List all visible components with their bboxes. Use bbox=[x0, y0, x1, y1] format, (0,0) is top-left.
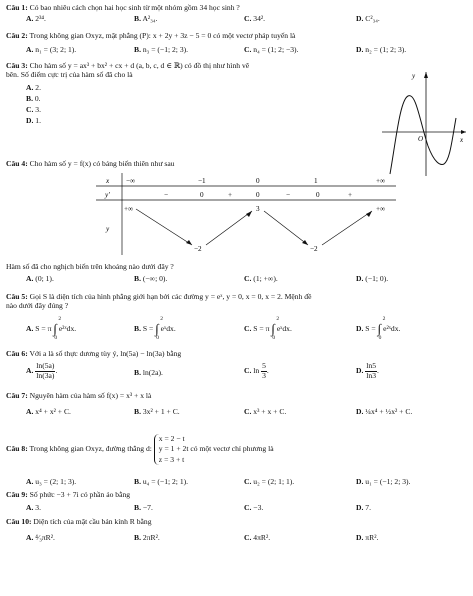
integrand: eˣdx. bbox=[160, 324, 176, 334]
option-text: ln(2a). bbox=[142, 368, 163, 377]
x-value: 1 bbox=[314, 177, 318, 185]
option-a: A. n₁ = (3; 2; 1). bbox=[26, 45, 77, 54]
y-row-label: y bbox=[106, 225, 110, 233]
option-c: C. 3. bbox=[26, 105, 41, 114]
numerator: ln(5a) bbox=[36, 361, 55, 370]
option-a: A. (0; 1). bbox=[26, 274, 54, 283]
question-text: Câu 6: Với a là số thực dương tùy ý, ln(5a) − ln(3a) bằng bbox=[6, 349, 182, 358]
lower-limit: 0 bbox=[378, 334, 382, 341]
option-a bbox=[26, 316, 77, 341]
option-c: C. x³ + x + C. bbox=[244, 407, 287, 416]
integral-sign: ∫ 2 0 bbox=[53, 316, 62, 341]
option-d: D. n₂ = (1; 2; 3). bbox=[356, 45, 407, 54]
lower-limit: 0 bbox=[272, 334, 276, 341]
option-c: C. 4πR². bbox=[244, 533, 271, 542]
question-text-line1: Câu 3: Cho hàm số y = ax³ + bx² + cx + d (a, b, c, d ∈ ℝ) có đồ thị như hình vẽ bbox=[6, 61, 250, 70]
option-prefix: S = π bbox=[253, 324, 270, 334]
sign: 0 bbox=[316, 191, 320, 199]
option-d: D. C²₃₄. bbox=[356, 14, 380, 23]
option-a: A. $\frac{\ln(5a)}{\ln(3a)}$ . bbox=[26, 361, 58, 380]
sign: + bbox=[348, 191, 353, 199]
question-text-line2: nào dưới đây đúng ? bbox=[6, 300, 69, 310]
upper-limit: 2 bbox=[58, 316, 62, 322]
y-axis-label: y bbox=[412, 72, 416, 80]
option-d bbox=[356, 316, 401, 341]
option-a: A. u₃ = (2; 1; 3). bbox=[26, 477, 77, 486]
question-2 bbox=[6, 32, 467, 41]
denominator: ln3 bbox=[366, 370, 377, 380]
question-text: Câu 7: Nguyên hàm của hàm số f(x) = x³ + x là bbox=[6, 391, 152, 400]
option-c: C. −3. bbox=[244, 503, 264, 512]
equation-y: y = 1 + 2t bbox=[158, 444, 189, 454]
x-value: −1 bbox=[198, 177, 206, 185]
question-10 bbox=[6, 518, 467, 527]
option-label: C. bbox=[244, 365, 252, 375]
option-b: B. n₃ = (−1; 2; 3). bbox=[134, 45, 189, 54]
question-text-end: có một vectơ chỉ phương là bbox=[190, 444, 274, 454]
option-c bbox=[244, 316, 292, 341]
question-text: Câu 4: Cho hàm số y = f(x) có bảng biến thiên như sau bbox=[6, 159, 175, 168]
line-system bbox=[154, 434, 189, 465]
equation-x: x = 2 − t bbox=[158, 434, 185, 443]
option-d: D. u₁ = (−1; 2; 3). bbox=[356, 477, 411, 486]
y-value: −2 bbox=[194, 245, 202, 253]
equation-z: z = 3 + t bbox=[158, 454, 185, 464]
integral-sign: ∫ 2 0 bbox=[377, 316, 386, 341]
option-label: C. bbox=[244, 324, 252, 334]
option-b: B. u₄ = (−1; 2; 1). bbox=[134, 477, 189, 486]
option-b: B. 3x² + 1 + C. bbox=[134, 407, 180, 416]
option-b: B. 0. bbox=[26, 94, 41, 103]
fraction bbox=[365, 362, 377, 380]
question-8 bbox=[6, 434, 467, 465]
option-a: A. x⁴ + x² + C. bbox=[26, 407, 71, 416]
question-text-line2: bên. Số điểm cực trị của hàm số đã cho là bbox=[6, 69, 133, 79]
question-6 bbox=[6, 350, 467, 359]
option-label: D. bbox=[356, 365, 364, 375]
question-4 bbox=[6, 160, 467, 169]
x-value: −∞ bbox=[126, 177, 136, 185]
origin-label: O bbox=[418, 135, 424, 143]
y-value: −2 bbox=[310, 245, 318, 253]
sign: 0 bbox=[256, 191, 260, 199]
upper-limit: 2 bbox=[276, 316, 280, 322]
option-c: C. (1; +∞). bbox=[244, 274, 278, 283]
question-subtext: Hàm số đã cho nghịch biến trên khoảng nào dưới đây ? bbox=[6, 262, 174, 271]
question-7 bbox=[6, 392, 467, 401]
option-prefix: S = bbox=[365, 324, 376, 334]
option-d: D. 7. bbox=[356, 503, 371, 512]
upper-limit: 2 bbox=[382, 316, 386, 322]
integrand: e²ˣdx. bbox=[383, 324, 401, 334]
denominator: 3 bbox=[262, 370, 266, 380]
integrand: eˣdx. bbox=[276, 324, 292, 334]
option-c: C. n₄ = (1; 2; −3). bbox=[244, 45, 299, 54]
option-label: A. bbox=[26, 324, 34, 334]
integrand: e²ˣdx. bbox=[58, 324, 77, 334]
yprime-row-label: y′ bbox=[105, 191, 110, 199]
sign: + bbox=[228, 191, 233, 199]
option-a: A. 3. bbox=[26, 503, 41, 512]
x-value: 0 bbox=[256, 177, 260, 185]
option-prefix: S = bbox=[142, 324, 154, 334]
option-label: B. bbox=[134, 324, 141, 334]
denominator: ln(3a) bbox=[36, 370, 55, 380]
option-b: B. A²₃₄. bbox=[134, 14, 158, 23]
option-a: A. ⁴⁄₃πR². bbox=[26, 533, 55, 542]
question-text: Câu 10: Diện tích của mặt cầu bán kính R bằng bbox=[6, 517, 152, 526]
question-1 bbox=[6, 4, 467, 13]
option-b: B. 2πR². bbox=[134, 533, 160, 542]
option-prefix: ln bbox=[253, 365, 260, 375]
option-d: D. πR². bbox=[356, 533, 379, 542]
lower-limit: 0 bbox=[54, 334, 58, 341]
x-row-label: x bbox=[106, 177, 110, 185]
sign: − bbox=[164, 191, 169, 199]
option-b bbox=[134, 316, 176, 341]
question-text: Câu 8: Trong không gian Oxyz, đường thẳng d: bbox=[6, 444, 152, 454]
y-value: 3 bbox=[256, 205, 260, 213]
upper-limit: 2 bbox=[160, 316, 163, 322]
variation-table bbox=[96, 173, 396, 255]
question-4-prompt bbox=[6, 263, 467, 272]
x-axis-label: x bbox=[460, 136, 464, 144]
y-value: +∞ bbox=[376, 205, 386, 213]
option-c: C. 34². bbox=[244, 14, 266, 23]
question-text: Câu 1: Có bao nhiêu cách chọn hai học sinh từ một nhóm gồm 34 học sinh ? bbox=[6, 3, 240, 12]
question-9 bbox=[6, 491, 467, 500]
y-value: +∞ bbox=[124, 205, 134, 213]
option-b bbox=[134, 369, 163, 378]
fraction bbox=[261, 362, 267, 380]
sign: 0 bbox=[200, 191, 204, 199]
fraction bbox=[35, 362, 55, 380]
option-a: A. 2. bbox=[26, 83, 41, 92]
sign: − bbox=[286, 191, 291, 199]
question-text-line1: Câu 5: Gọi S là diện tích của hình phẳng giới hạn bởi các đường y = eˣ, y = 0, x = 0, x = 2. Mệnh đề bbox=[6, 292, 312, 301]
option-label: D. bbox=[356, 324, 364, 334]
option-c: C. ln $\frac{5}{3}$ . bbox=[244, 361, 269, 380]
option-d: D. 1. bbox=[26, 116, 41, 125]
integral-sign: ∫ 2 0 bbox=[155, 316, 163, 341]
x-value: +∞ bbox=[376, 177, 386, 185]
option-b: B. (−∞; 0). bbox=[134, 274, 168, 283]
lower-limit: 0 bbox=[156, 334, 159, 341]
option-label: A. bbox=[26, 365, 34, 375]
option-d: D. $\frac{\ln 5}{\ln 3}$ . bbox=[356, 361, 379, 380]
option-d: D. (−1; 0). bbox=[356, 274, 389, 283]
option-d: D. ¼x⁴ + ½x² + C. bbox=[356, 407, 413, 416]
question-text: Câu 9: Số phức −3 + 7i có phần ảo bằng bbox=[6, 490, 131, 499]
option-b: B. −7. bbox=[134, 503, 153, 512]
numerator: ln5 bbox=[366, 361, 377, 370]
numerator: 5 bbox=[262, 361, 266, 370]
option-label: B. bbox=[134, 368, 141, 377]
question-5 bbox=[6, 293, 467, 310]
option-c: C. u₂ = (2; 1; 1). bbox=[244, 477, 295, 486]
option-prefix: S = π bbox=[35, 324, 52, 334]
integral-sign: ∫ 2 0 bbox=[271, 316, 280, 341]
question-text: Câu 2: Trong không gian Oxyz, mặt phẳng (P): x + 2y + 3z − 5 = 0 có một vectơ pháp tuyến là bbox=[6, 31, 296, 40]
option-a: A. 2³⁴. bbox=[26, 14, 46, 23]
